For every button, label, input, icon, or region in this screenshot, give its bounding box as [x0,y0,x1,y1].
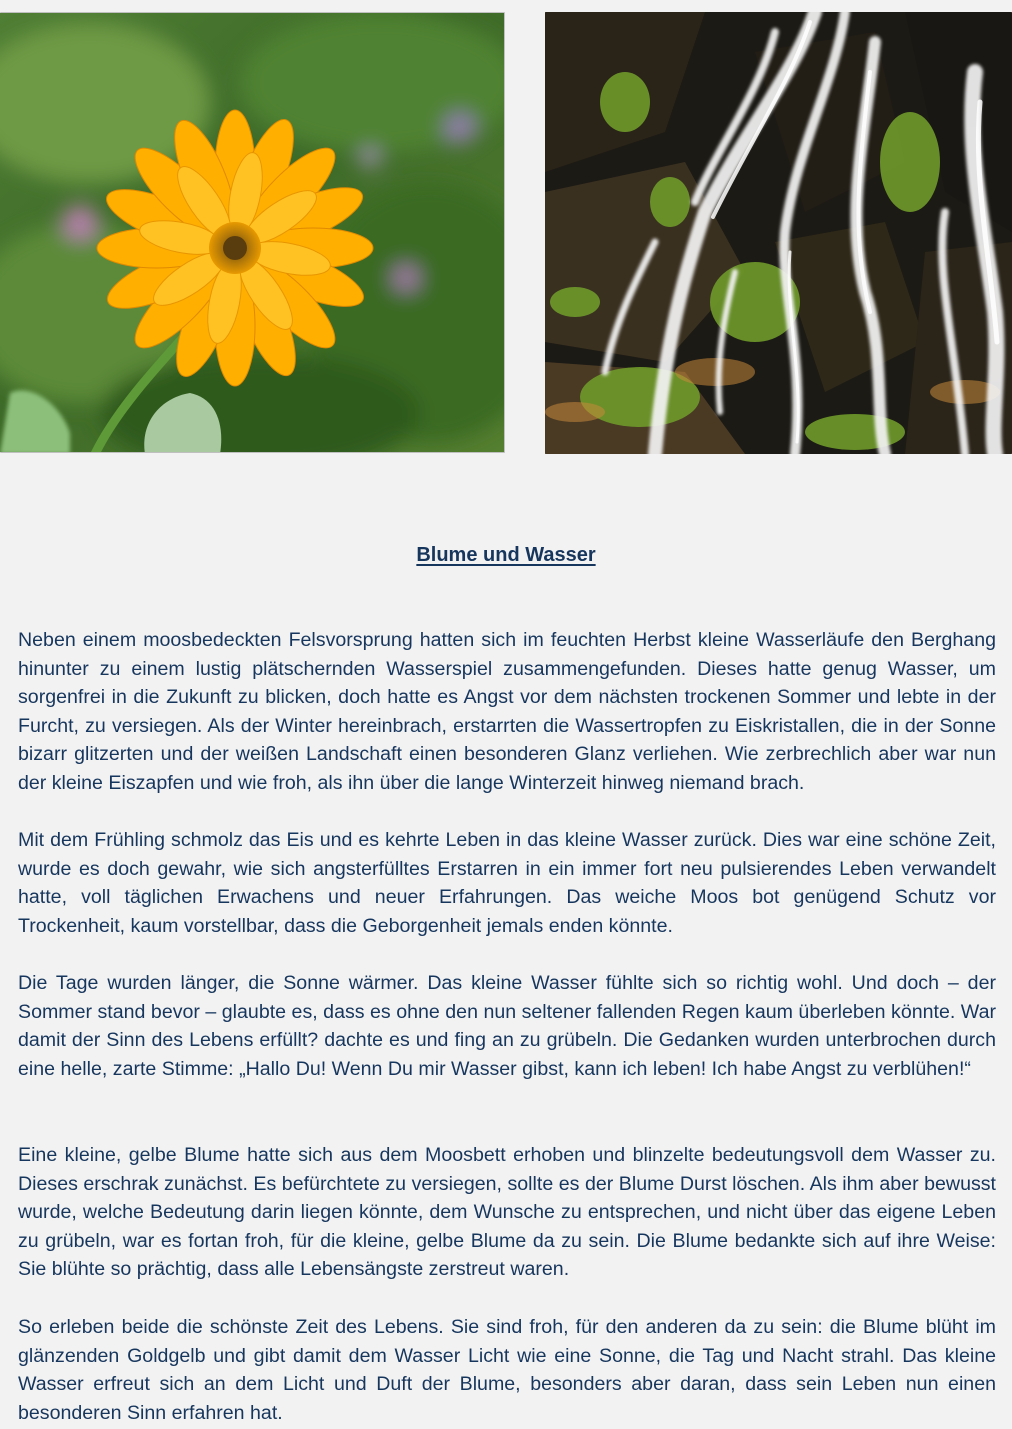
story-paragraph-5: So erleben beide die schönste Zeit des Lebens. Sie sind froh, für den anderen da zu sein: die Blume blüht im glänzenden Goldgelb und gibt damit dem Wasser Licht wie eine Sonne, die Tag und Nacht strahl. Das kleine Wasser erfreut sich an dem Licht und Duft der Blume, besonders aber daran, dass sein Leben nun einen besonderen Sinn erfahren hat. [18,1316,996,1424]
story-paragraph-2: Mit dem Frühling schmolz das Eis und es kehrte Leben in das kleine Wasser zurück. Dies war eine schöne Zeit, wurde es doch gewahr, wie sich angsterfülltes Erstarren in ein immer fort neu pulsierendes Leben verwandelt hatte, voll täglichen Erwachens und neuer Erfahrungen. Das weiche Moos bot genügend Schutz vor Trockenheit, kaum vorstellbar, dass die Geborgenheit jemals enden könnte. [18,829,996,937]
flower-illustration [0,13,505,453]
story-title: Blume und Wasser [416,544,596,566]
flower-photo [0,12,505,453]
story-paragraph-1: Neben einem moosbedeckten Felsvorsprung hatten sich im feuchten Herbst kleine Wasserläufe den Berghang hinunter zu einem lustig plätschernden Wasserspiel zusammengefunden. Dieses hatte genug Wasser, um sorgenfrei in die Zukunft zu blicken, doch hatte es Angst vor dem nächsten trockenen Sommer und lebte in der Furcht, zu versiegen. Als der Winter hereinbrach, erstarrten die Wassertropfen zu Eiskristallen, die in der Sonne bizarr glitzerten und der weißen Landschaft einen besonderen Glanz verliehen. Wie zerbrechlich aber war nun der kleine Eiszapfen und wie froh, als ihn über die lange Winterzeit hinweg niemand brach. [18,629,996,794]
story-paragraph-3: Die Tage wurden länger, die Sonne wärmer. Das kleine Wasser fühlte sich so richtig wohl. Und doch – der Sommer stand bevor – glaubte es, dass es ohne den nun seltener fallenden Regen kaum überleben könnte. War damit der Sinn des Lebens erfüllt? dachte es und fing an zu grübeln. Die Gedanken wurden unterbrochen durch eine helle, zarte Stimme: „Hallo Du! Wenn Du mir Wasser gibst, kann ich leben! Ich habe Angst zu verblühen!“ [18,972,996,1080]
waterfall-illustration [545,12,1012,454]
story-paragraph-4: Eine kleine, gelbe Blume hatte sich aus dem Moosbett erhoben und blinzelte bedeutungsvoll dem Wasser zu. Dieses erschrak zunächst. Es befürchtete zu versiegen, sollte es der Blume Durst löschen. Als ihm aber bewusst wurde, welche Bedeutung darin liegen könnte, dem Wunsche zu entsprechen, und nicht über das eigene Leben zu grübeln, war es fortan froh, für die kleine, gelbe Blume da zu sein. Die Blume bedankte sich auf ihre Weise: Sie blühte so prächtig, dass alle Lebensängste zerstreut waren. [18,1144,996,1281]
waterfall-photo [545,12,1012,454]
